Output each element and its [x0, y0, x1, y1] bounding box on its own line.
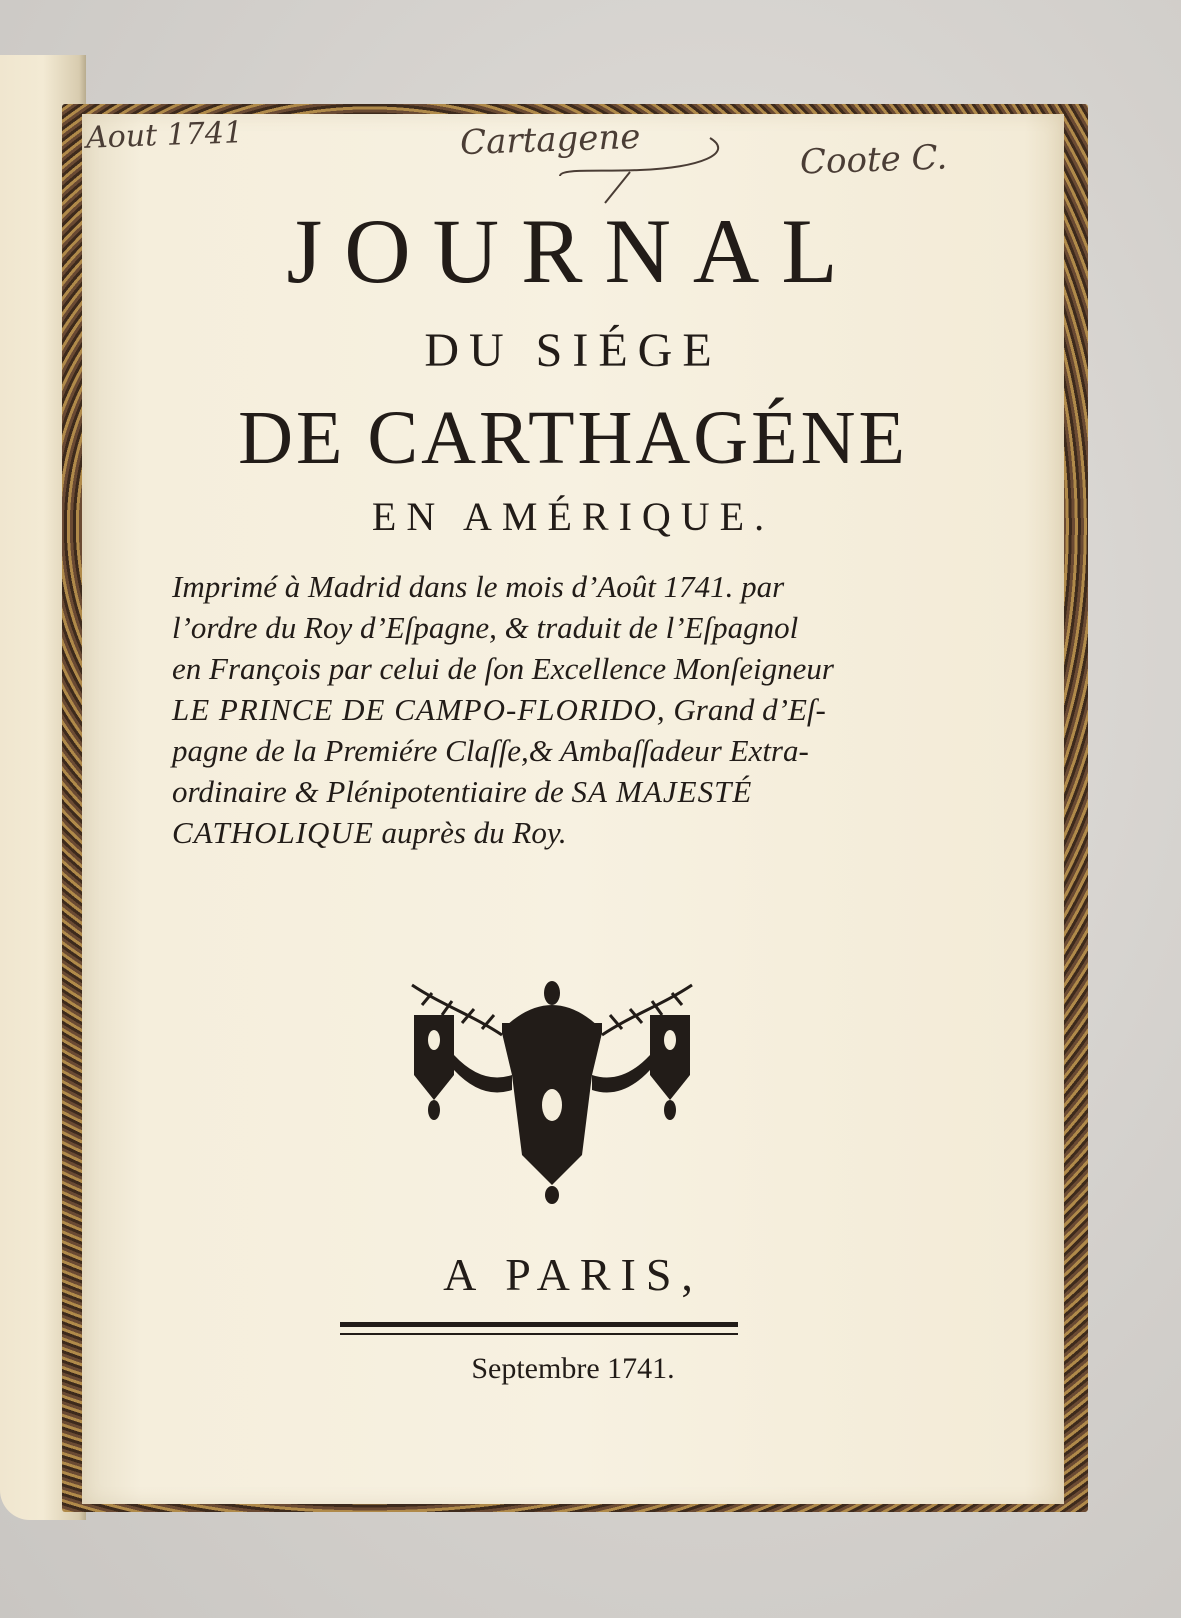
description-line: Imprimé à Madrid dans le mois d’Août 1741. par — [172, 569, 785, 604]
description-line: pagne de la Premiére Claſſe,& Ambaſſadeur Extra- — [172, 733, 809, 768]
description-fragment: Grand d’Eſ- — [665, 692, 826, 727]
double-rule-top — [340, 1322, 738, 1327]
description-text — [172, 566, 934, 853]
majesty-name: SA MAJESTÉ — [571, 774, 753, 809]
crown-drapery-ornament-icon — [392, 965, 712, 1205]
title-en-amerique: EN AMÉRIQUE. — [371, 494, 775, 539]
imprint-place: A PARIS, — [443, 1249, 703, 1300]
double-rule-bottom — [340, 1333, 738, 1335]
description-line: l’ordre du Roy d’Eſpagne, & traduit de l’Eſpagnol — [172, 610, 799, 645]
description-line — [172, 689, 934, 730]
title-carthagene: DE CARTHAGÉNE — [238, 396, 908, 480]
catholique-name: CATHOLIQUE — [172, 815, 374, 850]
manuscript-flourish-icon — [520, 128, 750, 208]
title-journal: JOURNAL — [286, 200, 860, 302]
prince-name: LE PRINCE DE CAMPO-FLORIDO, — [172, 692, 666, 727]
description-fragment: auprès du Roy. — [373, 815, 567, 850]
description-line — [172, 812, 934, 853]
title-du-siege: DU SIÉGE — [424, 324, 722, 377]
manuscript-note-date: Aout 1741 — [85, 115, 244, 156]
manuscript-note-shelfmark: Coote C. — [799, 137, 948, 183]
imprint-date: Septembre 1741. — [471, 1352, 675, 1385]
manuscript-note-place: Cartagene — [459, 116, 642, 164]
description-fragment: ordinaire & Plénipotentiaire de — [172, 774, 572, 809]
description-line — [172, 771, 934, 812]
description-line: en François par celui de ſon Excellence Monſeigneur — [172, 651, 834, 686]
